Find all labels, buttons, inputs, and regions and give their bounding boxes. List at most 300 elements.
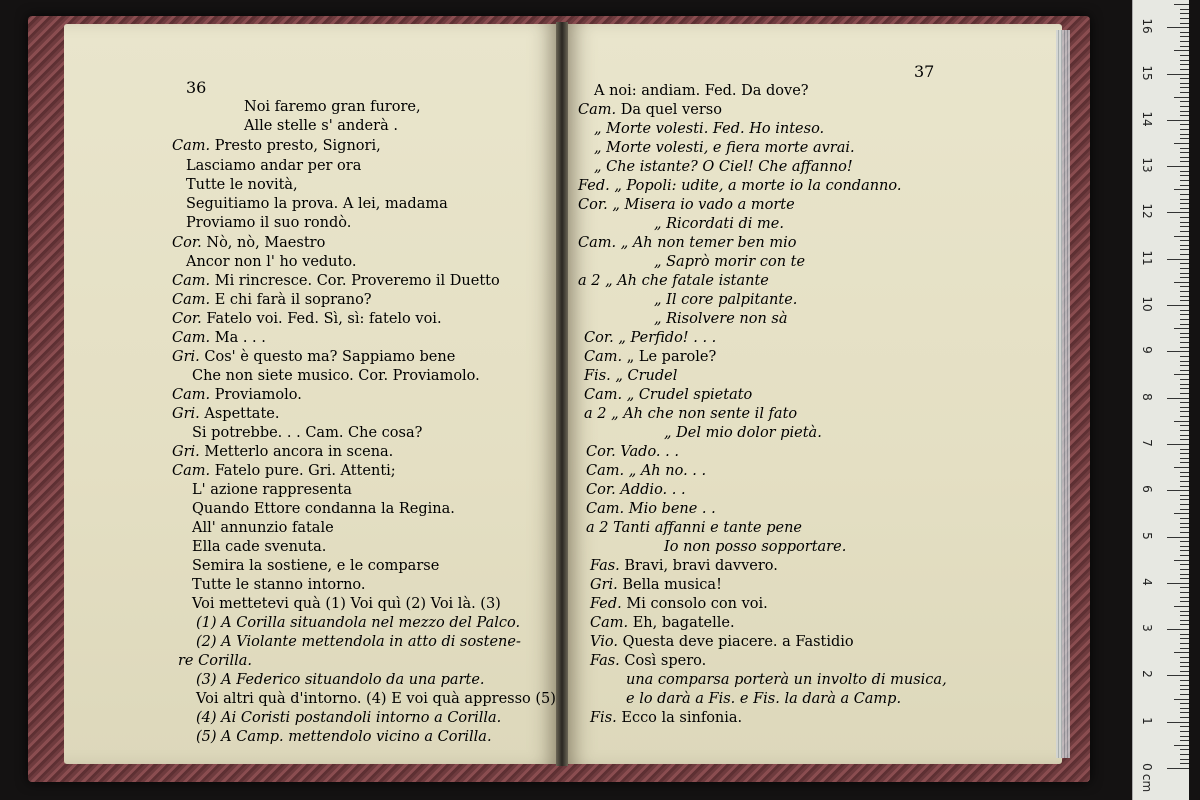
speaker-label: Cor. xyxy=(172,311,202,327)
speaker-label: Cam. xyxy=(172,138,211,154)
ruler-tick xyxy=(1180,78,1189,79)
ruler-tick xyxy=(1174,50,1189,51)
ruler-tick xyxy=(1180,749,1189,750)
ruler-number: 14 xyxy=(1140,111,1154,127)
text-line xyxy=(584,386,752,404)
ruler-tick xyxy=(1180,587,1189,588)
ruler-tick xyxy=(1167,629,1189,630)
ruler-tick xyxy=(1180,231,1189,232)
text-line xyxy=(196,728,492,746)
ruler-tick xyxy=(1180,203,1189,204)
ruler-tick xyxy=(1180,240,1189,241)
speaker-label: Gri. xyxy=(172,349,200,365)
ruler-tick xyxy=(1180,712,1189,713)
line-text: (5) A Camp. mettendolo vicino a Corilla. xyxy=(196,729,492,745)
line-text: Bella musica! xyxy=(622,577,722,593)
ruler-tick xyxy=(1180,680,1189,681)
ruler-tick xyxy=(1180,689,1189,690)
ruler-tick xyxy=(1180,476,1189,477)
line-text: Così spero. xyxy=(624,653,707,669)
ruler-tick xyxy=(1180,124,1189,125)
speaker-label: Cam. xyxy=(586,501,625,517)
ruler-tick xyxy=(1174,328,1189,329)
ruler-tick xyxy=(1180,87,1189,88)
text-line xyxy=(186,214,351,232)
line-text: „ Del mio dolor pietà. xyxy=(664,425,822,441)
ruler-tick xyxy=(1167,490,1189,491)
line-text: Tanti affanni e tante pene xyxy=(613,520,802,536)
ruler-tick xyxy=(1180,754,1189,755)
ruler-tick xyxy=(1180,226,1189,227)
text-line xyxy=(654,215,784,233)
line-text: Tutte le stanno intorno. xyxy=(192,577,366,593)
text-line xyxy=(172,137,381,155)
ruler-tick xyxy=(1180,638,1189,639)
text-line xyxy=(586,500,716,518)
ruler-tick xyxy=(1174,374,1189,375)
line-text: Proviamo il suo rondò. xyxy=(186,215,352,231)
ruler-tick xyxy=(1180,763,1189,764)
text-line xyxy=(590,595,768,613)
line-text: Alle stelle s' anderà . xyxy=(244,118,398,134)
ruler-tick xyxy=(1180,310,1189,311)
ruler-number: 0 xyxy=(1140,763,1154,771)
ruler-tick xyxy=(1180,379,1189,380)
line-text: Da quel verso xyxy=(620,102,722,118)
ruler-tick xyxy=(1180,342,1189,343)
ruler-tick xyxy=(1180,643,1189,644)
ruler-tick xyxy=(1180,666,1189,667)
ruler-tick xyxy=(1180,134,1189,135)
ruler-tick xyxy=(1167,74,1189,75)
ruler-tick xyxy=(1180,439,1189,440)
text-line xyxy=(172,348,455,366)
ruler-tick xyxy=(1167,675,1189,676)
text-line xyxy=(664,424,822,442)
speaker-label: Cor. xyxy=(584,330,614,346)
line-text: Questa deve piacere. a Fastidio xyxy=(622,634,854,650)
text-line xyxy=(172,405,279,423)
text-line xyxy=(590,576,722,594)
line-text: „ Perfido! . . . xyxy=(618,330,717,346)
speaker-label: Cam. xyxy=(172,463,211,479)
text-line xyxy=(192,367,480,385)
ruler-tick xyxy=(1180,685,1189,686)
line-text: E chi farà il soprano? xyxy=(214,292,372,308)
line-text: Semira la sostiene, e le comparse xyxy=(192,558,440,574)
line-text: Bravi, bravi davvero. xyxy=(624,558,778,574)
ruler-number: 16 xyxy=(1140,18,1154,34)
text-line xyxy=(244,98,421,116)
ruler-tick xyxy=(1180,518,1189,519)
line-text: L' azione rappresenta xyxy=(192,482,352,498)
line-text: Aspettate. xyxy=(204,406,280,422)
right-page-number: 37 xyxy=(914,62,935,81)
ruler-tick xyxy=(1167,351,1189,352)
line-text: „ Ah non temer ben mio xyxy=(620,235,797,251)
text-line xyxy=(172,462,396,480)
ruler-tick xyxy=(1180,13,1189,14)
ruler-tick xyxy=(1180,175,1189,176)
line-text: „ Ah che non sente il fato xyxy=(611,406,798,422)
text-line xyxy=(578,272,769,290)
text-line xyxy=(590,557,778,575)
ruler-number: 3 xyxy=(1140,624,1154,632)
text-line xyxy=(196,633,521,651)
speaker-label: Fis. xyxy=(584,368,611,384)
line-text: Lasciamo andar per ora xyxy=(186,158,362,174)
text-line xyxy=(196,690,556,708)
ruler-tick xyxy=(1167,537,1189,538)
ruler-tick xyxy=(1180,759,1189,760)
ruler-tick xyxy=(1180,83,1189,84)
text-line xyxy=(590,709,742,727)
text-line xyxy=(578,196,795,214)
ruler-tick xyxy=(1180,634,1189,635)
line-text: Seguitiamo la prova. A lei, madama xyxy=(186,196,448,212)
speaker-label: Fas. xyxy=(590,653,620,669)
ruler-tick xyxy=(1180,703,1189,704)
line-text: „ Il core palpitante. xyxy=(654,292,798,308)
line-text: „ Crudel spietato xyxy=(626,387,753,403)
ruler-tick xyxy=(1180,615,1189,616)
line-text: Noi faremo gran furore, xyxy=(244,99,421,115)
speaker-label: Cor. xyxy=(578,197,608,213)
ruler-tick xyxy=(1180,384,1189,385)
line-text: Si potrebbe. . . Cam. Che cosa? xyxy=(192,425,423,441)
line-text: Io non posso sopportare. xyxy=(664,539,847,555)
text-line xyxy=(186,253,356,271)
line-text: Quando Ettore condanna la Regina. xyxy=(192,501,455,517)
line-text: „ Morte volesti. Fed. Ho inteso. xyxy=(594,121,825,137)
ruler-tick xyxy=(1167,120,1189,121)
ruler-tick xyxy=(1180,597,1189,598)
ruler-tick xyxy=(1180,194,1189,195)
text-line xyxy=(172,272,500,290)
ruler-tick xyxy=(1174,467,1189,468)
text-line xyxy=(192,595,501,613)
line-text: Ma . . . xyxy=(214,330,266,346)
line-text: Addio. . . xyxy=(620,482,686,498)
text-line xyxy=(584,348,716,366)
ruler-tick xyxy=(1180,708,1189,709)
ruler-tick xyxy=(1180,495,1189,496)
text-line xyxy=(578,101,722,119)
ruler-tick xyxy=(1180,23,1189,24)
text-line xyxy=(654,253,805,271)
ruler-number: 2 xyxy=(1140,670,1154,679)
ruler-tick xyxy=(1180,18,1189,19)
ruler-tick xyxy=(1180,92,1189,93)
ruler-tick xyxy=(1174,143,1189,144)
speaker-label: Cam. xyxy=(590,615,629,631)
ruler-tick xyxy=(1180,324,1189,325)
ruler-tick xyxy=(1180,624,1189,625)
measurement-ruler xyxy=(1132,0,1189,800)
line-text: Ecco la sinfonia. xyxy=(621,710,743,726)
ruler-tick xyxy=(1180,60,1189,61)
ruler-tick xyxy=(1180,453,1189,454)
ruler-tick xyxy=(1174,652,1189,653)
text-line xyxy=(186,157,361,175)
text-line xyxy=(594,120,824,138)
text-line xyxy=(578,234,796,252)
ruler-tick xyxy=(1180,249,1189,250)
ruler-number: 13 xyxy=(1140,157,1154,173)
line-text: Fatelo voi. Fed. Sì, sì: fatelo voi. xyxy=(206,311,442,327)
line-text: (4) Ai Coristi postandoli intorno a Corilla. xyxy=(196,710,502,726)
ruler-tick xyxy=(1180,361,1189,362)
ruler-tick xyxy=(1174,745,1189,746)
ruler-tick xyxy=(1180,407,1189,408)
ruler-tick xyxy=(1180,449,1189,450)
ruler-tick xyxy=(1180,263,1189,264)
ruler-tick xyxy=(1180,277,1189,278)
line-text: „ Le parole? xyxy=(626,349,717,365)
text-line xyxy=(172,310,442,328)
line-text: „ Misera io vado a morte xyxy=(612,197,795,213)
text-line xyxy=(594,82,809,100)
ruler-tick xyxy=(1180,402,1189,403)
line-text: (2) A Violante mettendola in atto di sostene- xyxy=(196,634,521,650)
ruler-tick xyxy=(1180,347,1189,348)
line-text: „ Risolvere non sà xyxy=(654,311,788,327)
ruler-tick xyxy=(1180,9,1189,10)
text-line xyxy=(586,443,679,461)
ruler-number: 10 xyxy=(1140,296,1154,312)
ruler-tick xyxy=(1174,606,1189,607)
text-line xyxy=(172,234,325,252)
ruler-tick xyxy=(1180,620,1189,621)
ruler-tick xyxy=(1180,356,1189,357)
text-line xyxy=(586,481,686,499)
line-text: „ Ah no. . . xyxy=(628,463,707,479)
line-text: re Corilla. xyxy=(178,653,253,669)
text-line xyxy=(192,576,366,594)
ruler-tick xyxy=(1180,185,1189,186)
speaker-label: Gri. xyxy=(172,444,200,460)
text-line xyxy=(172,386,302,404)
ruler-tick xyxy=(1180,574,1189,575)
ruler-tick xyxy=(1180,509,1189,510)
page-edges xyxy=(1056,30,1070,758)
text-line xyxy=(192,481,352,499)
text-line xyxy=(626,690,901,708)
ruler-tick xyxy=(1180,393,1189,394)
ruler-tick xyxy=(1180,208,1189,209)
ruler-tick xyxy=(1180,222,1189,223)
text-line xyxy=(584,405,797,423)
text-line xyxy=(626,671,947,689)
ruler-tick xyxy=(1180,671,1189,672)
ruler-number: 9 xyxy=(1140,346,1154,355)
ruler-tick xyxy=(1180,662,1189,663)
ruler-tick xyxy=(1180,268,1189,269)
ruler-tick xyxy=(1174,4,1189,5)
line-text: „ Morte volesti, e fiera morte avrai. xyxy=(594,140,855,156)
speaker-label: Cam. xyxy=(586,463,625,479)
line-text: Cos' è questo ma? Sappiamo bene xyxy=(204,349,456,365)
ruler-tick xyxy=(1180,523,1189,524)
line-text: Tutte le novità, xyxy=(186,177,298,193)
ruler-tick xyxy=(1180,245,1189,246)
speaker-label: Fas. xyxy=(590,558,620,574)
text-line xyxy=(192,424,422,442)
text-line xyxy=(590,633,854,651)
ruler-tick xyxy=(1180,64,1189,65)
ruler-tick xyxy=(1180,171,1189,172)
ruler-tick xyxy=(1180,411,1189,412)
text-line xyxy=(664,538,846,556)
ruler-tick xyxy=(1180,601,1189,602)
line-text: e lo darà a Fis. e Fis. la darà a Camp. xyxy=(626,691,902,707)
ruler-tick xyxy=(1167,305,1189,306)
speaker-label: Cam. xyxy=(172,273,211,289)
ruler-tick xyxy=(1180,499,1189,500)
line-text: Voi altri quà d'intorno. (4) E voi quà appresso (5) xyxy=(196,691,556,707)
ruler-tick xyxy=(1180,388,1189,389)
ruler-tick xyxy=(1180,32,1189,33)
text-line xyxy=(654,310,787,328)
ruler-tick xyxy=(1174,236,1189,237)
speaker-label: Cor. xyxy=(586,444,616,460)
ruler-tick xyxy=(1180,296,1189,297)
ruler-tick xyxy=(1167,259,1189,260)
ruler-tick xyxy=(1180,180,1189,181)
ruler-tick xyxy=(1180,41,1189,42)
line-text: Mi rincresce. Cor. Proveremo il Duetto xyxy=(214,273,500,289)
ruler-tick xyxy=(1180,592,1189,593)
ruler-tick xyxy=(1180,657,1189,658)
text-line xyxy=(590,614,735,632)
line-text: Vado. . . xyxy=(620,444,679,460)
ruler-tick xyxy=(1180,546,1189,547)
text-line xyxy=(594,158,853,176)
ruler-tick xyxy=(1180,736,1189,737)
text-line xyxy=(584,329,716,347)
ruler-tick xyxy=(1174,189,1189,190)
ruler-tick xyxy=(1180,55,1189,56)
ruler-tick xyxy=(1174,560,1189,561)
ruler-number: 11 xyxy=(1140,250,1154,266)
ruler-tick xyxy=(1174,282,1189,283)
text-line xyxy=(244,117,398,135)
ruler-tick xyxy=(1180,46,1189,47)
ruler-tick xyxy=(1167,768,1189,769)
line-text: All' annunzio fatale xyxy=(192,520,334,536)
line-text: (1) A Corilla situandola nel mezzo del Palco. xyxy=(196,615,521,631)
line-text: Voi mettetevi quà (1) Voi quì (2) Voi là. (3) xyxy=(192,596,501,612)
ruler-number: 12 xyxy=(1140,203,1154,220)
ruler-tick xyxy=(1180,481,1189,482)
ruler-tick xyxy=(1167,583,1189,584)
ruler-tick xyxy=(1174,513,1189,514)
text-line xyxy=(654,291,797,309)
text-line xyxy=(584,367,677,385)
line-text: Che non siete musico. Cor. Proviamolo. xyxy=(192,368,480,384)
ruler-tick xyxy=(1180,69,1189,70)
line-text: „ Crudel xyxy=(615,368,678,384)
ruler-tick xyxy=(1180,254,1189,255)
line-text: Nò, nò, Maestro xyxy=(206,235,326,251)
ruler-tick xyxy=(1180,555,1189,556)
ruler-tick xyxy=(1180,611,1189,612)
line-text: Proviamolo. xyxy=(214,387,302,403)
speaker-label: Cam. xyxy=(584,349,623,365)
ruler-tick xyxy=(1167,444,1189,445)
ruler-tick xyxy=(1180,36,1189,37)
text-line xyxy=(196,709,501,727)
ruler-tick xyxy=(1180,550,1189,551)
ruler-tick xyxy=(1180,273,1189,274)
text-line xyxy=(192,557,439,575)
text-line xyxy=(186,176,298,194)
book-gutter xyxy=(556,22,568,766)
ruler-tick xyxy=(1180,111,1189,112)
speaker-label: Cam. xyxy=(584,387,623,403)
line-text: Presto presto, Signori, xyxy=(214,138,381,154)
text-line xyxy=(196,614,520,632)
ruler-tick xyxy=(1180,106,1189,107)
ruler-tick xyxy=(1180,486,1189,487)
text-line xyxy=(192,500,455,518)
text-line xyxy=(172,291,372,309)
ruler-tick xyxy=(1180,319,1189,320)
ruler-tick xyxy=(1180,286,1189,287)
text-line xyxy=(578,177,901,195)
line-text: „ Che istante? O Ciel! Che affanno! xyxy=(594,159,853,175)
ruler-number: 6 xyxy=(1140,485,1154,493)
ruler-tick xyxy=(1180,435,1189,436)
ruler-tick xyxy=(1180,740,1189,741)
ruler-tick xyxy=(1180,152,1189,153)
ruler-tick xyxy=(1180,569,1189,570)
line-text: „ Popoli: udite, a morte io la condanno. xyxy=(614,178,902,194)
ruler-number: 1 xyxy=(1140,716,1154,725)
ruler-tick xyxy=(1180,333,1189,334)
speaker-label: Fed. xyxy=(590,596,622,612)
ruler-tick xyxy=(1174,97,1189,98)
ruler-tick xyxy=(1180,717,1189,718)
ruler-tick xyxy=(1180,314,1189,315)
ruler-tick xyxy=(1180,416,1189,417)
speaker-label: Gri. xyxy=(590,577,618,593)
speaker-label: Vio. xyxy=(590,634,618,650)
line-text: Ancor non l' ho veduto. xyxy=(186,254,357,270)
line-text: Mi consolo con voi. xyxy=(626,596,768,612)
ruler-tick xyxy=(1180,430,1189,431)
ruler-number: 4 xyxy=(1140,577,1154,586)
line-text: Mio bene . . xyxy=(628,501,716,517)
ruler-tick xyxy=(1180,199,1189,200)
ruler-tick xyxy=(1180,504,1189,505)
line-text: (3) A Federico situandolo da una parte. xyxy=(196,672,485,688)
ruler-tick xyxy=(1180,527,1189,528)
ruler-tick xyxy=(1167,166,1189,167)
speaker-label: Cor. xyxy=(172,235,202,251)
speaker-label: Cor. xyxy=(586,482,616,498)
ruler-tick xyxy=(1180,578,1189,579)
speaker-label: Fis. xyxy=(590,710,617,726)
line-text: „ Ah che fatale istante xyxy=(605,273,769,289)
speaker-label: Cam. xyxy=(172,330,211,346)
ruler-tick xyxy=(1180,458,1189,459)
ruler-tick xyxy=(1180,115,1189,116)
text-line xyxy=(178,652,252,670)
left-page xyxy=(64,24,558,764)
line-text: A noi: andiam. Fed. Da dove? xyxy=(594,83,809,99)
ruler-tick xyxy=(1180,532,1189,533)
